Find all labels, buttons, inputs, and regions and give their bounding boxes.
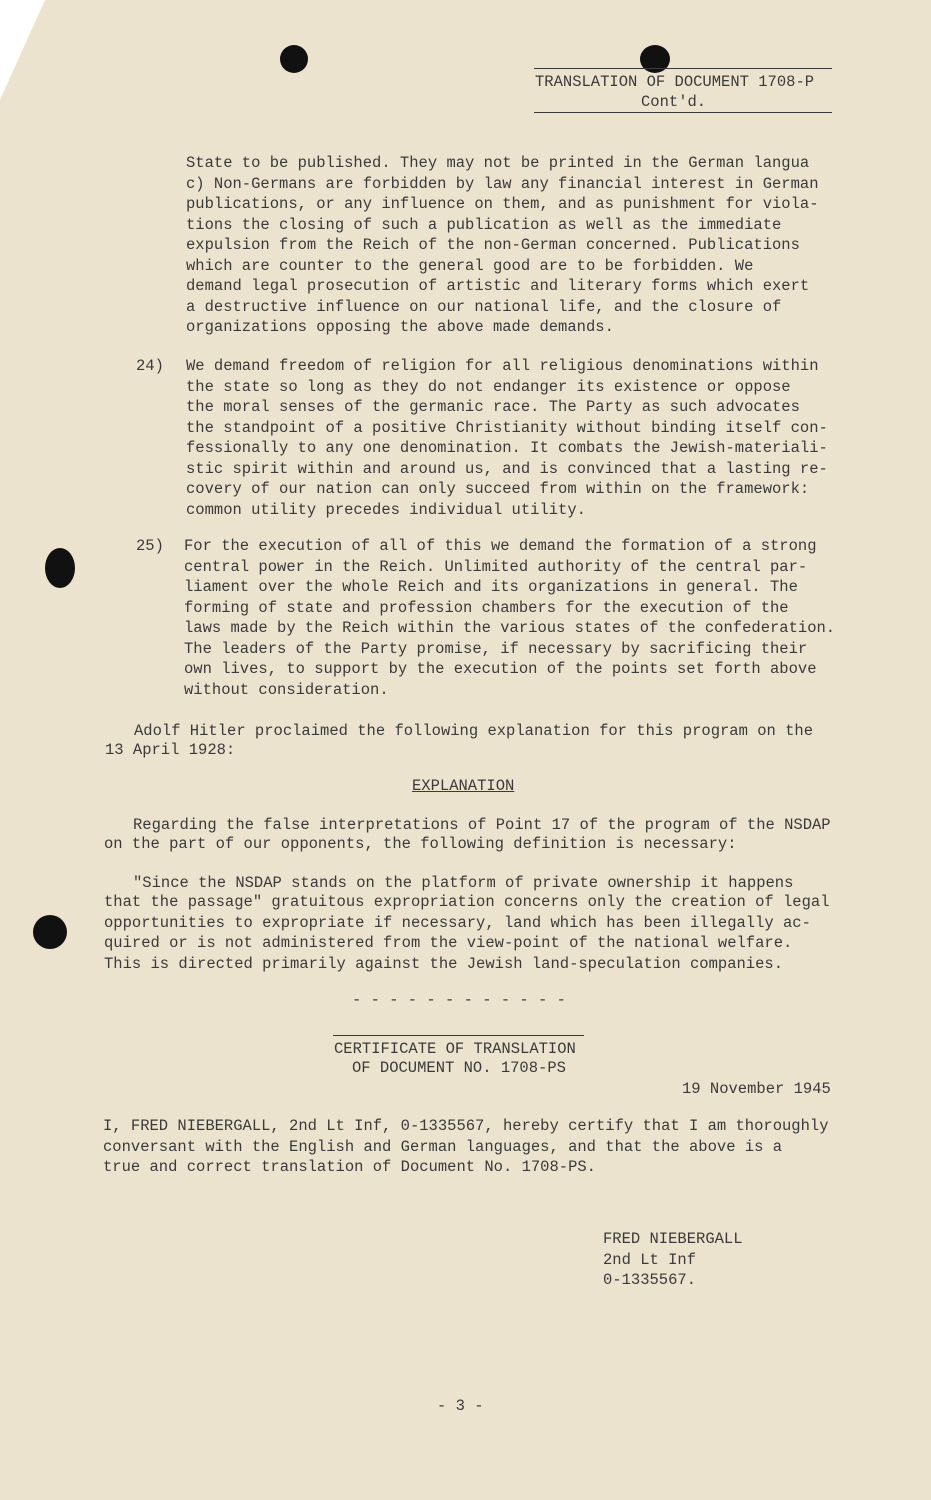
dashed-separator: - - - - - - - - - - - - bbox=[352, 991, 566, 1009]
point-24-number: 24) bbox=[136, 357, 164, 375]
text-line: covery of our nation can only succeed from within on the framework: bbox=[186, 480, 810, 498]
header-title: TRANSLATION OF DOCUMENT 1708-P bbox=[535, 73, 815, 91]
point-25-number: 25) bbox=[136, 537, 164, 555]
text-line: organizations opposing the above made demands. bbox=[186, 318, 614, 336]
explanation-p1-line-1: Regarding the false interpretations of Point 17 of the program of the NSDAP bbox=[133, 816, 831, 834]
certificate-date: 19 November 1945 bbox=[682, 1080, 831, 1098]
text-line: quired or is not administered from the view-point of the national welfare. bbox=[104, 934, 793, 952]
text-line: We demand freedom of religion for all religious denominations within bbox=[186, 357, 819, 375]
text-line: tions the closing of such a publication as well as the immediate bbox=[186, 215, 782, 234]
header-bottom-rule bbox=[534, 112, 832, 113]
explanation-heading: EXPLANATION bbox=[412, 777, 515, 795]
text-line: This is directed primarily against the Jewish land-speculation companies. bbox=[104, 954, 784, 973]
certificate-body bbox=[103, 1116, 829, 1178]
explanation-p1-line-2: on the part of our opponents, the following definition is necessary: bbox=[104, 835, 737, 853]
text-line: demand legal prosecution of artistic and literary forms which exert bbox=[186, 277, 810, 295]
explanation-p2-line-1: "Since the NSDAP stands on the platform of private ownership it happens bbox=[133, 874, 794, 892]
text-line: a destructive influence on our national life, and the closure of bbox=[186, 297, 782, 316]
text-line: I, FRED NIEBERGALL, 2nd Lt Inf, 0-1335567, hereby certify that I am thoroughly bbox=[103, 1117, 829, 1135]
text-line: central power in the Reich. Unlimited authority of the central par- bbox=[184, 557, 808, 576]
point-24-paragraph bbox=[186, 356, 828, 520]
intro-paragraph bbox=[186, 153, 819, 338]
text-line: the standpoint of a positive Christianity without binding itself con- bbox=[186, 418, 828, 437]
proclamation-line-2: 13 April 1928: bbox=[105, 741, 236, 759]
certificate-top-rule bbox=[333, 1035, 584, 1036]
page-number: - 3 - bbox=[437, 1397, 484, 1415]
text-line: expulsion from the Reich of the non-German concerned. Publications bbox=[186, 236, 800, 254]
text-line: without consideration. bbox=[184, 680, 389, 699]
text-line: conversant with the English and German languages, and that the above is a bbox=[103, 1137, 783, 1156]
certificate-subtitle: OF DOCUMENT NO. 1708-PS bbox=[352, 1059, 566, 1077]
proclamation-line-1: Adolf Hitler proclaimed the following explanation for this program on the bbox=[134, 722, 814, 740]
punch-hole-left-middle bbox=[45, 548, 75, 588]
point-25-paragraph bbox=[184, 536, 835, 700]
text-line: own lives, to support by the execution of the points set forth above bbox=[184, 660, 817, 678]
text-line: liament over the whole Reich and its organizations in general. The bbox=[184, 578, 798, 596]
punch-hole-top-left bbox=[280, 45, 308, 73]
text-line: laws made by the Reich within the various states of the confederation. bbox=[184, 619, 836, 637]
header-top-rule bbox=[534, 68, 832, 69]
signature-rank: 2nd Lt Inf bbox=[603, 1250, 697, 1269]
text-line: the moral senses of the germanic race. The Party as such advocates bbox=[186, 398, 800, 416]
text-line: For the execution of all of this we demand the formation of a strong bbox=[184, 537, 817, 555]
text-line: publications, or any influence on them, and as punishment for viola- bbox=[186, 195, 819, 213]
punch-hole-left-lower bbox=[33, 915, 67, 949]
text-line: State to be published. They may not be printed in the German langua bbox=[186, 154, 810, 172]
signature-block bbox=[603, 1229, 743, 1291]
text-line: common utility precedes individual utility. bbox=[186, 500, 586, 519]
text-line: The leaders of the Party promise, if necessary by sacrificing their bbox=[184, 639, 808, 658]
text-line: true and correct translation of Document No. 1708-PS. bbox=[103, 1158, 596, 1176]
text-line: which are counter to the general good are to be forbidden. We bbox=[186, 256, 754, 275]
signature-serial: 0-1335567. bbox=[603, 1271, 697, 1289]
signature-name: FRED NIEBERGALL bbox=[603, 1230, 743, 1248]
certificate-title: CERTIFICATE OF TRANSLATION bbox=[334, 1040, 576, 1058]
header-contd: Cont'd. bbox=[641, 93, 707, 111]
torn-corner bbox=[0, 0, 45, 100]
explanation-p2-rest bbox=[104, 892, 830, 974]
text-line: opportunities to expropriate if necessary, land which has been illegally ac- bbox=[104, 913, 811, 932]
text-line: fessionally to any one denomination. It combats the Jewish-materiali- bbox=[186, 439, 828, 457]
text-line: that the passage" gratuitous expropriation concerns only the creation of legal bbox=[104, 893, 830, 911]
text-line: the state so long as they do not endanger its existence or oppose bbox=[186, 377, 791, 396]
text-line: stic spirit within and around us, and is convinced that a lasting re- bbox=[186, 459, 828, 478]
text-line: forming of state and profession chambers for the execution of the bbox=[184, 598, 789, 617]
text-line: c) Non-Germans are forbidden by law any financial interest in German bbox=[186, 174, 819, 193]
